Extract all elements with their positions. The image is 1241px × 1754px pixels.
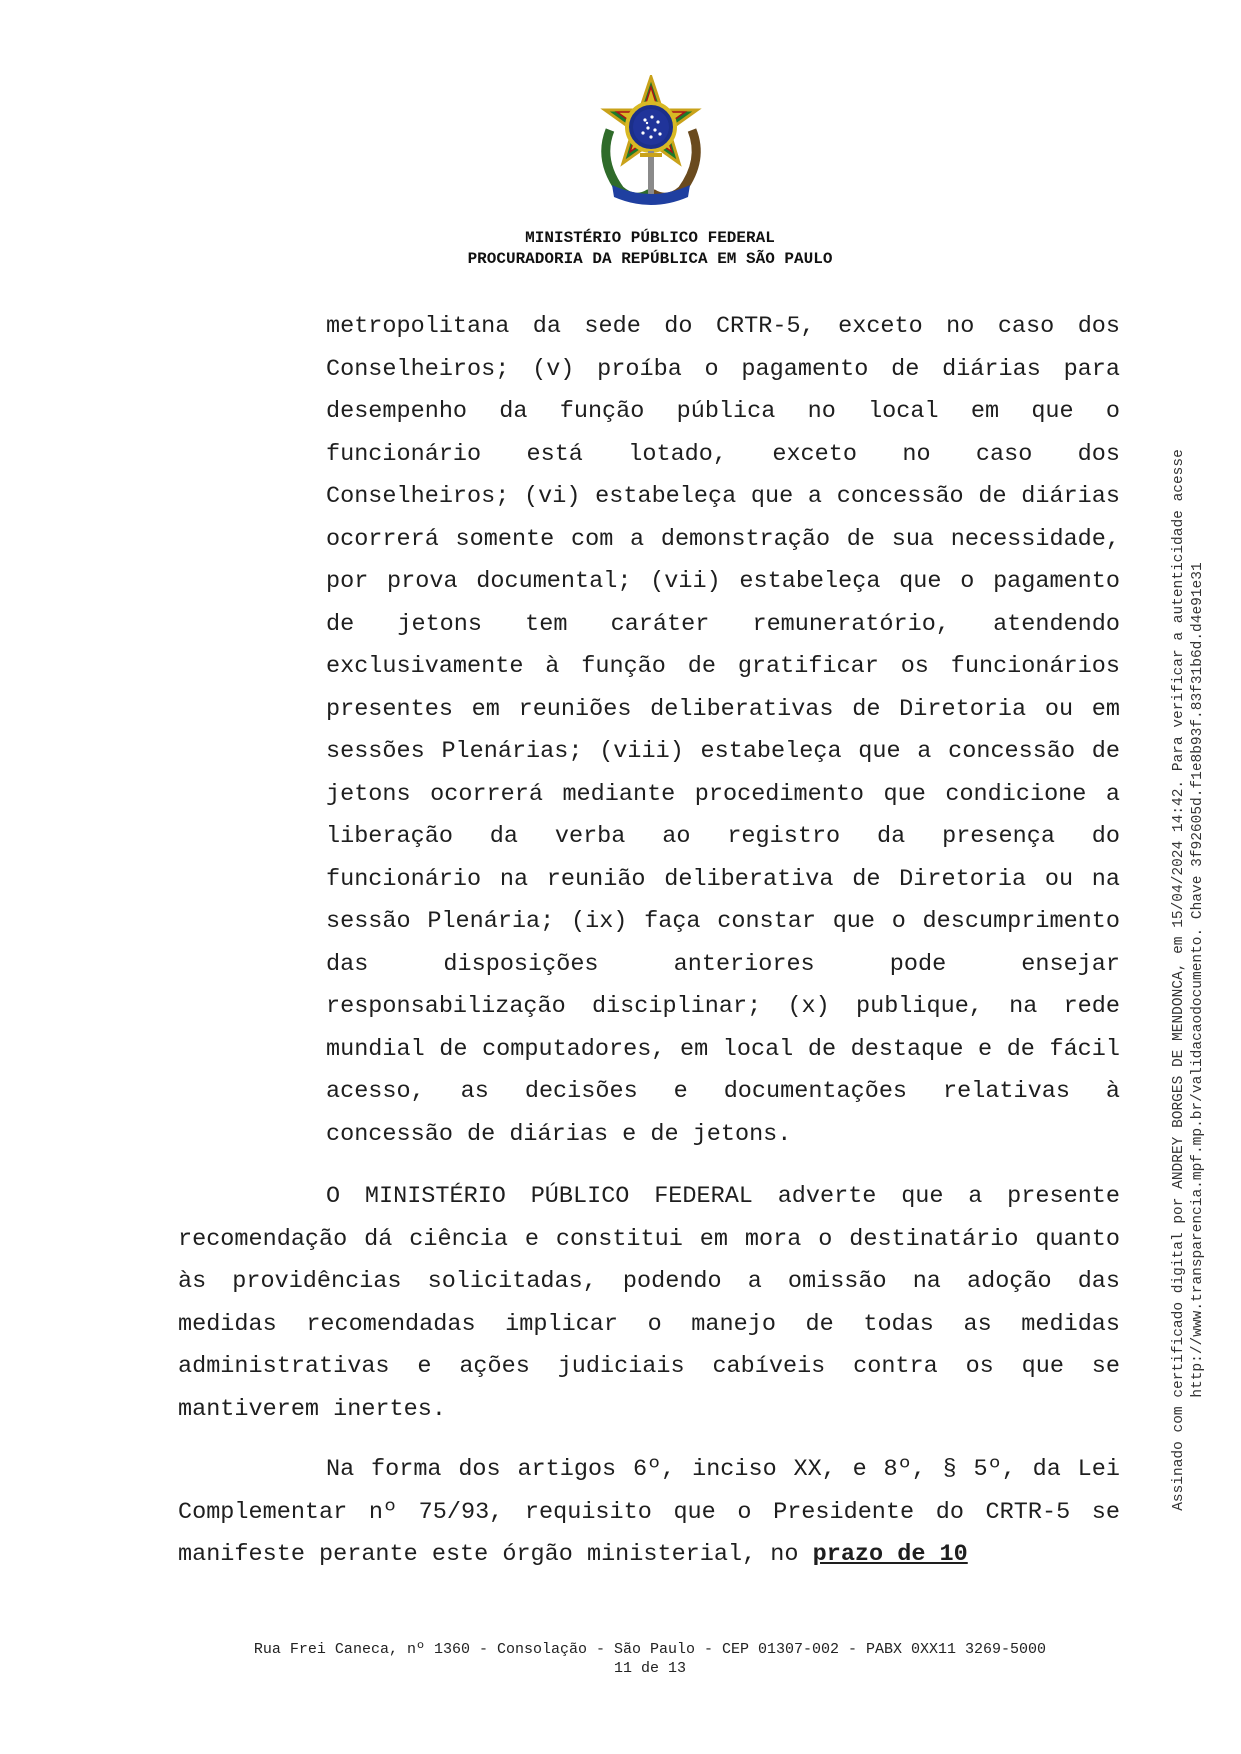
recommendation-continuation: metropolitana da sede do CRTR-5, exceto no caso dos Conselheiros; (v) proíba o pagamento de diárias para desempenho da função pública no local em que o funcionário está lotado, exceto no caso dos Conselheiros; (vi) estabeleça que a concessão de diárias ocorrerá somente com a demonstração de sua necessidade, por prova documental; (vii) estabeleça que o pagamento de jetons tem caráter remuneratório, atendendo exclusivamente à função de gratificar os funcionários presentes em reuniões deliberativas de Diretoria ou em sessões Plenárias; (viii) estabeleça que a concessão de jetons ocorrerá mediante procedimento que condicione a liberação da verba ao registro da presença do funcionário na reunião deliberativa de Diretoria ou na sessão Plenária; (ix) faça constar que o descumprimento das disposições anteriores pode ensejar responsabilização disciplinar; (x) publique, na rede mundial de computadores, em local de destaque e de fácil acesso, as decisões e documentações relativas à concessão de diárias e de jetons.	[326, 313, 1120, 1148]
prazo-emphasis: prazo de 10	[812, 1541, 968, 1568]
document-header	[0, 228, 1241, 270]
page-number: 11 de 13	[613, 1660, 686, 1677]
digital-signature-note	[1170, 360, 1208, 1600]
footer-address: Rua Frei Caneca, nº 1360 - Consolação - São Paulo - CEP 01307-002 - PABX 0XX11 3269-5000	[253, 1641, 1047, 1658]
header-ministerio: MINISTÉRIO PÚBLICO FEDERAL	[525, 229, 775, 247]
paragraph-mpf-advertencia: O MINISTÉRIO PÚBLICO FEDERAL adverte que a presente recomendação dá ciência e constitui em mora o destinatário quanto às providências solicitadas, podendo a omissão na adoção das medidas recomendadas implicar o manejo de todas as medidas administrativas e ações judiciais cabíveis contra os que se mantiverem inertes.	[178, 1183, 1120, 1423]
brasao-coat-of-arms	[590, 75, 712, 210]
page-footer	[0, 1640, 1241, 1678]
paragraph-requisicao	[178, 1449, 1120, 1577]
paragraph-requisicao-text: Na forma dos artigos 6º, inciso XX, e 8º, § 5º, da Lei Complementar nº 75/93, requisito que o Presidente do CRTR-5 se manifeste perante este órgão ministerial, no	[178, 1456, 1120, 1568]
header-procuradoria: PROCURADORIA DA REPÚBLICA EM SÃO PAULO	[467, 250, 833, 268]
document-body	[178, 306, 1120, 1577]
verification-link[interactable]: http://www.transparencia.mpf.mp.br/validacaodocumento. Chave 3f92605d.f1e8b93f.83f31b6d.d4e91e31	[1190, 562, 1206, 1398]
signature-line: Assinado com certificado digital por ANDREY BORGES DE MENDONCA, em 15/04/2024 14:42. Para verificar a autenticidade acesse	[1171, 449, 1187, 1511]
